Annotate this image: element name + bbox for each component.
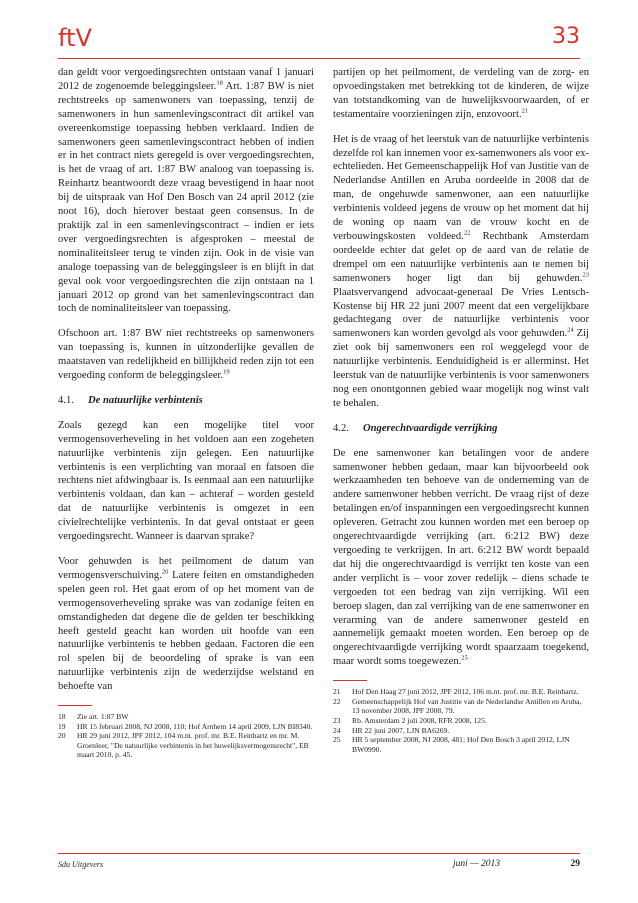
ftv-logo: ftV	[58, 24, 92, 52]
page-footer-number: 29	[570, 859, 580, 869]
footnote: 19 HR 15 februari 2008, NJ 2008, 110; Hof Arnhem 14 april 2009, LJN BI8340.	[58, 721, 313, 731]
publisher-name: Sdu Uitgevers	[58, 860, 104, 869]
issue-date: juni — 2013	[453, 859, 500, 869]
footnote-divider	[58, 705, 92, 706]
paragraph: Het is de vraag of het leerstuk van de natuurlijke verbintenis dezelfde rol kan innemen voor ex-samenwoners als voor ex-echtelieden. Het Gemeenschappelijk Hof van Justitie van de Nederlandse Antillen en Aruba oordeelde in 2008 dat de man, de ongehuwde samenwoner, aan een natuurlijke verbintenis voldeed jegens de vrouw op het moment dat hij de woning op naam van de vrouw kocht en de verbouwingskosten voldeed.$^{22}$ Rechtbank Amsterdam oordeelde echter dat gelet op de aard van de relatie de drempel om een natuurlijke verbintenis aan te nemen bij samenwoners hoger ligt dan bij gehuwden.$^{23}$ Plaatsvervangend advocaat-generaal De Vries Lentsch-Kostense bij HR 22 juni 2007 meent dat een vergelijkbare gedachtegang over de natuurlijke verbintenis voor samenwoners kan worden gevolgd als voor gehuwden.$^{24}$ Zij ziet ook bij samenwoners een rol weggelegd voor de natuurlijke verbintenis. Eenduidigheid is er allerminst. Het leerstuk van de natuurlijke verbintenis is voor samenwoners nog een onontgonnen gebied waar mogelijk nog winst valt te behalen.	[333, 133, 589, 409]
footnote-ref: 25	[461, 654, 468, 662]
footnote-ref: 22	[463, 229, 471, 237]
footnote-ref: 23	[582, 271, 589, 279]
footnote: 20 HR 29 juni 2012, JPF 2012, 104 m.nt. prof. mr. B.E. Reinhartz en mr. M. Groenleer, "De natuurlijke verbintenis in het huwelijksvermogensrecht", EB maart 2010, p. 45.	[58, 731, 309, 760]
left-column	[58, 66, 314, 760]
paragraph: dan geldt voor vergoedingsrechten ontstaan vanaf 1 januari 2012 de zogenoemde beleggingsleer.$^{18}$ Art. 1:87 BW is niet rechtstreeks op samenwoners van toepassing, tenzij de samenwoners in hun samenlevingscontract dit artikel van overeenkomstige toepassing hebben verklaard. Indien de samenwoners geen samenlevingscontract hebben of indien er in het contract niets geregeld is over vergoedingsrechten, is het de vraag of art. 1:87 BW analoog van toepassing is. Reinhartz beantwoordt deze vraag bevestigend in haar noot bij de uitspraak van Hof Den Bosch van 24 april 2012 (zie noot 16), doch hierover bestaat geen consensus. In de praktijk zal in een samenlevingscontract – indien er iets over vergoedingsrechten is afgesproken – meestal de nominaliteitsleer terug te vinden zijn. Ook in de visie van analoge toepassing van de beleggingsleer is en blijft in dat geval ook voor vergoedingsrechten die zijn ontstaan na 1 januari 2012 op grond van het samenlevingscontract dan toch de nominaliteitsleer van toepassing.	[58, 67, 314, 315]
footnote: 21 Hof Den Haag 27 juni 2012, JPF 2012, 106 m.nt. prof. mr. B.E. Reinhartz.	[333, 687, 579, 697]
footnote-ref: 20	[161, 568, 169, 576]
footer-divider	[58, 853, 580, 854]
footnote-ref: 24	[567, 326, 574, 334]
paragraph: Ofschoon art. 1:87 BW niet rechtstreeks op samenwoners van toepassing is, kunnen in uitzonderlijke gevallen de maatstaven van redelijkheid en billijkheid reden zijn tot een vergoeding conform de beleggingsleer.$^{19}$	[58, 328, 314, 382]
footnote-ref: 21	[521, 107, 529, 115]
paragraph: De ene samenwoner kan betalingen voor de andere samenwoner hebben gedaan, maar kan bijvoorbeeld ook werkzaamheden ten behoeve van de onderneming van de andere samenwoner hebben verricht. De vraag rijst of deze betalingen en/of inspanningen een vergoedingsrecht kunnen opleveren. Getracht zou kunnen worden met een beroep op ongerechtvaardigde verrijking (art. 6:212 BW) deze vergoeding te verkrijgen. In art. 6:212 BW wordt bepaald dat hij die ongerechtvaardigd is verrijkt ten koste van een ander verplicht is – voor zover redelijk – diens schade te vergoeden tot een bedrag van zijn verrijking. Wil een beroep slagen, dan zal verrijking van de ene samenwoner en verarming van de andere samenwoner gesteld en aannemelijk gemaakt moeten worden. Een beroep op de ongerechtvaardigde verrijking wordt spaarzaam toegekend, maar wordt soms toegewezen.$^{25}$	[333, 447, 589, 668]
paragraph: Voor gehuwden is het peilmoment de datum van vermogensverschuiving.$^{20}$ Latere feiten en omstandigheden spelen geen rol. Het gaat erom of op het moment van de vermogensoverheveling sprake was van zodanige feiten en omstandigheden dat degene die de gelden ter beschikking heeft gesteld geacht kan worden uit hoofde van een natuurlijke verbintenis te hebben gedaan. Factoren die een rol spelen bij de beoordeling of sprake is van een natuurlijke verbintenis zijn de wederzijdse welstand en behoefte van	[58, 556, 314, 693]
footnote: 25 HR 5 september 2008, NJ 2008, 481; Hof Den Bosch 3 april 2012, LJN BW0990.	[333, 735, 570, 754]
footnote: 23 Rb. Amsterdam 2 juli 2008, RFR 2008, 125.	[333, 715, 487, 725]
header-divider	[58, 58, 580, 59]
footnote: 24 HR 22 juni 2007, LJN BA6269.	[333, 725, 450, 735]
section-heading: 4.1. De natuurlijke verbintenis	[58, 394, 203, 406]
footnote-ref: 19	[223, 368, 230, 376]
paragraph: Zoals gezegd kan een mogelijke titel voor vermogensoverheveling in het voldoen aan een zogeheten natuurlijke verbintenis zijn gelegen. Een natuurlijke verbintenis is een verplichting van moraal en fatsoen die rechtens niet afdwingbaar is. Is eenmaal aan een natuurlijke verbintenis voldaan, dan kan – achteraf – worden gesteld dat de natuurlijke verbintenis is omgezet in een civielrechtelijke verbintenis. In dat geval ontstaat er geen vergoedingsrecht. Wanneer is daarvan sprake?	[58, 419, 314, 543]
footnote: 18 Zie art. 1:87 BW	[58, 712, 129, 722]
footnote-ref: 18	[216, 79, 223, 87]
right-column	[333, 66, 589, 754]
page-header-number: 33	[552, 24, 580, 49]
footnote-divider	[333, 680, 367, 681]
paragraph: partijen op het peilmoment, de verdeling van de zorg- en opvoedingstaken met betrekking tot de kinderen, de wijze van totstandkoming van de huwelijksvoorwaarden, of er testamentaire voorzieningen zijn, enzovoort.$^{21}$	[333, 67, 589, 120]
section-heading: 4.2. Ongerechtvaardigde verrijking	[333, 422, 498, 434]
footnote: 22 Gemeenschappelijk Hof van Justitie van de Nederlandse Antillen en Aruba, 13 november 2008, JPF 2008, 79.	[333, 696, 582, 716]
